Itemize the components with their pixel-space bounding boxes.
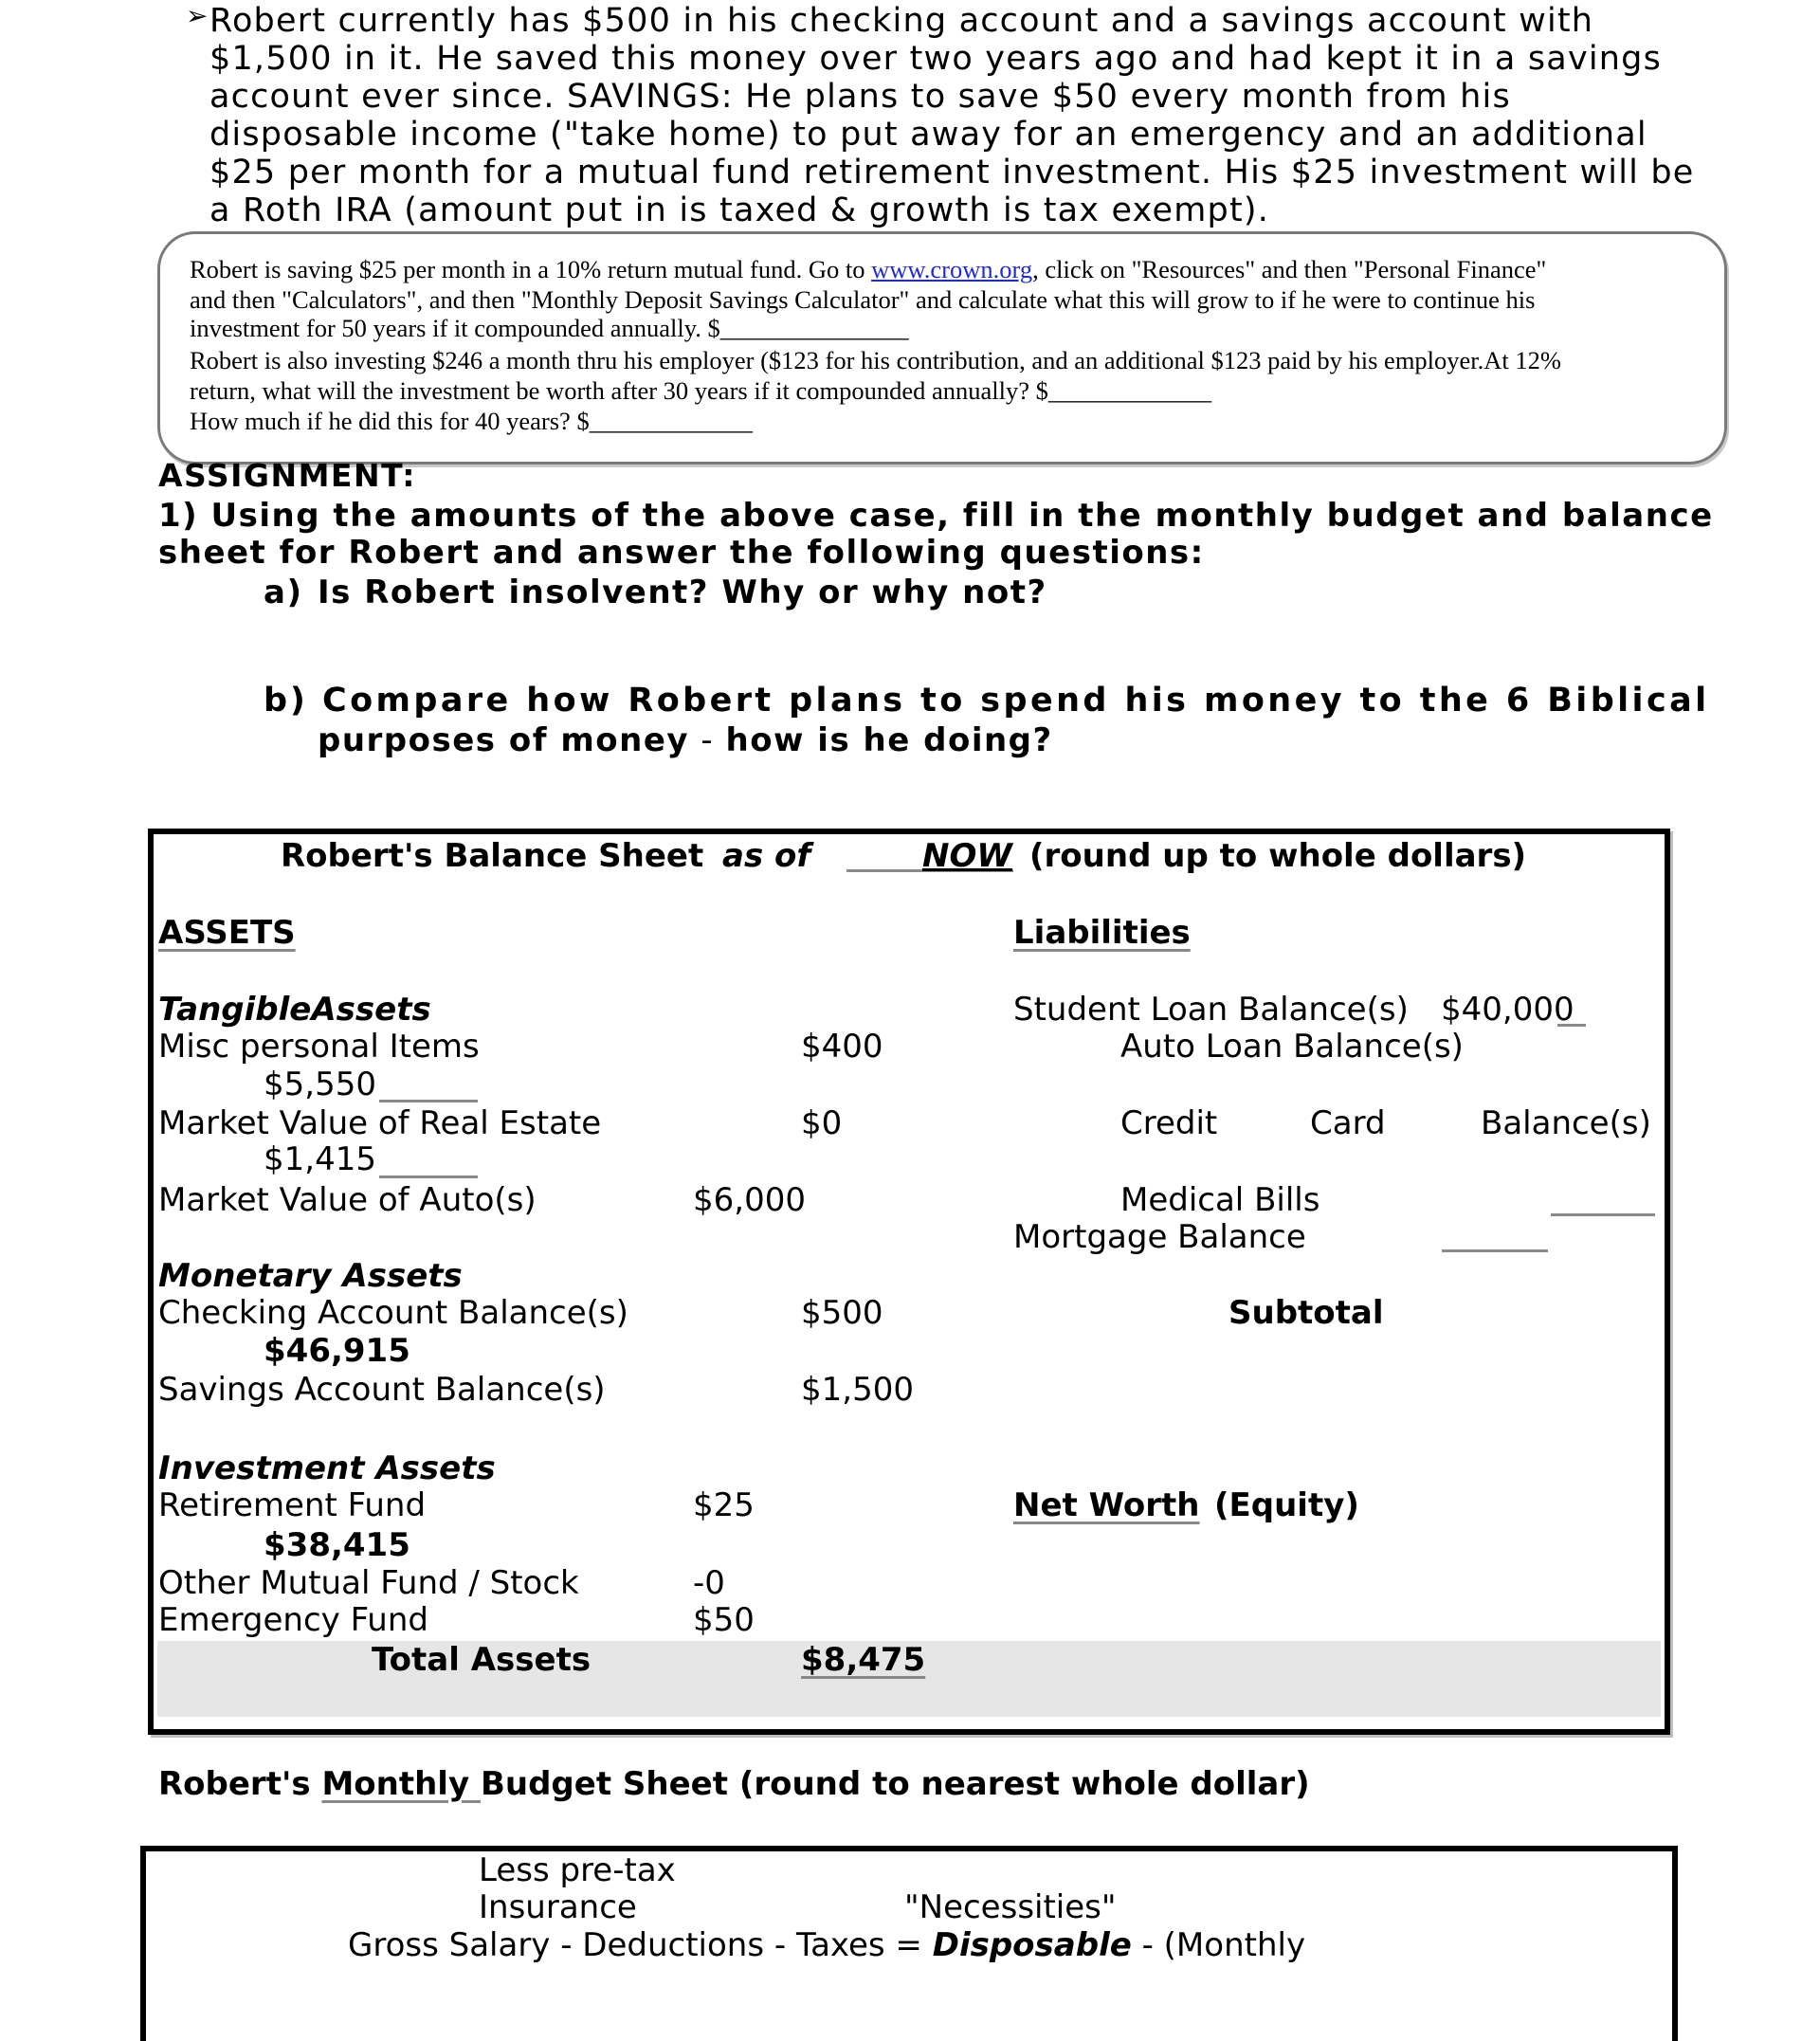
- crown-link[interactable]: www.crown.org: [871, 255, 1033, 283]
- intro-line: $25 per month for a mutual fund retirement investment. His $25 investment will be: [209, 154, 1695, 191]
- question-b-line2: [318, 721, 1053, 759]
- student-loan-value: $40,000: [1441, 991, 1574, 1029]
- question-b-text: purposes of money: [318, 721, 690, 759]
- less-pretax-label: Less pre-tax: [479, 1851, 676, 1889]
- box-line: return, what will the investment be worth after 30 years if it compounded annually? $_____________: [190, 376, 1212, 405]
- mortgage-blank: [1442, 1249, 1548, 1252]
- now-label: NOW: [922, 837, 1012, 875]
- credit-card-label-3: Balance(s): [1481, 1104, 1651, 1142]
- auto-loan-blank: [379, 1100, 478, 1103]
- box-line: and then "Calculators", and then "Monthly Deposit Savings Calculator" and calculate what this will grow to if he were to continue his: [190, 285, 1536, 314]
- total-assets-value: $8,475: [801, 1641, 926, 1679]
- budget-title-text: Budget Sheet (round to nearest whole dollar): [480, 1765, 1310, 1803]
- round-note: (round up to whole dollars): [1029, 837, 1527, 875]
- budget-title-text: Robert's: [158, 1765, 322, 1803]
- checking-label: Checking Account Balance(s): [158, 1294, 628, 1332]
- emergency-fund-value: $50: [693, 1601, 755, 1639]
- question-a-label: a): [264, 574, 303, 611]
- budget-formula-text: - (Monthly: [1131, 1926, 1306, 1964]
- disposable-label: Disposable: [932, 1926, 1132, 1964]
- box-line: investment for 50 years if it compounded annually. $_______________: [190, 314, 909, 342]
- savings-value: $1,500: [801, 1371, 914, 1409]
- student-loan-blank: [1557, 1024, 1586, 1027]
- total-assets-label: Total Assets: [372, 1641, 592, 1679]
- medical-bills-label: Medical Bills: [1120, 1181, 1320, 1219]
- medical-bills-blank: [1551, 1213, 1655, 1216]
- question-a: Is Robert insolvent? Why or why not?: [318, 574, 1047, 611]
- bullet-arrow-icon: ➢: [186, 0, 209, 31]
- budget-formula-text: Gross Salary - Deductions - Taxes =: [348, 1926, 933, 1964]
- assignment-question: 1) Using the amounts of the above case, fill in the monthly budget and balance: [158, 497, 1714, 535]
- subtotal-label: Subtotal: [1228, 1294, 1384, 1332]
- box-line: Robert is also investing $246 a month thru his employer ($123 for his contribution, and an additional $123 paid by his employer.At 12%: [190, 346, 1561, 374]
- question-b-text: how is he doing?: [725, 721, 1053, 759]
- assignment-title: ASSIGNMENT:: [158, 457, 416, 494]
- box-line: [190, 254, 1546, 284]
- investment-assets-heading: Investment Assets: [158, 1449, 496, 1487]
- budget-formula: [348, 1926, 1305, 1964]
- balance-sheet-title: Robert's Balance Sheet: [281, 837, 704, 875]
- liabilities-subtotal-value: $46,915: [264, 1332, 410, 1370]
- insurance-label: Insurance: [479, 1888, 637, 1926]
- intro-line: $1,500 in it. He saved this money over two years ago and had kept it in a savings: [209, 40, 1663, 78]
- net-worth-value: $38,415: [264, 1526, 410, 1564]
- emergency-fund-label: Emergency Fund: [158, 1601, 428, 1639]
- real-estate-value: $0: [801, 1104, 843, 1142]
- question-b-dash: -: [689, 721, 726, 759]
- auto-value-value: $6,000: [693, 1181, 806, 1219]
- auto-value-label: Market Value of Auto(s): [158, 1181, 537, 1219]
- intro-line: disposable income ("take home) to put away for an emergency and an additional: [209, 116, 1647, 154]
- budget-title: [158, 1765, 1310, 1803]
- credit-card-value: $1,415: [264, 1140, 376, 1178]
- credit-card-blank: [379, 1175, 478, 1178]
- student-loan-label: Student Loan Balance(s): [1013, 991, 1409, 1029]
- tangible-assets-heading: TangibleAssets: [158, 991, 431, 1029]
- question-b: Compare how Robert plans to spend his money to the 6 Biblical: [322, 682, 1710, 720]
- auto-loan-label: Auto Loan Balance(s): [1120, 1028, 1464, 1066]
- box-line-text: Robert is saving $25 per month in a 10% return mutual fund. Go to: [190, 255, 872, 283]
- question-b-label: b): [264, 682, 308, 720]
- assets-heading: ASSETS: [158, 914, 296, 952]
- retirement-label: Retirement Fund: [158, 1486, 427, 1524]
- credit-card-label-1: Credit: [1120, 1104, 1218, 1142]
- box-line: How much if he did this for 40 years? $_____________: [190, 407, 753, 435]
- box-line-text: , click on "Resources" and then "Personal Finance": [1032, 255, 1547, 283]
- intro-line: a Roth IRA (amount put in is taxed & growth is tax exempt).: [209, 191, 1270, 229]
- credit-card-label-2: Card: [1310, 1104, 1386, 1142]
- equity-label: (Equity): [1214, 1486, 1359, 1524]
- budget-title-monthly: Monthly: [321, 1765, 481, 1803]
- savings-label: Savings Account Balance(s): [158, 1371, 606, 1409]
- real-estate-label: Market Value of Real Estate: [158, 1104, 602, 1142]
- liabilities-heading: Liabilities: [1013, 914, 1191, 952]
- retirement-value: $25: [693, 1486, 755, 1524]
- misc-items-value: $400: [801, 1028, 883, 1066]
- monetary-assets-heading: Monetary Assets: [158, 1257, 463, 1295]
- as-of-label: as of: [722, 837, 811, 875]
- auto-loan-value: $5,550: [264, 1066, 376, 1103]
- assignment-question: sheet for Robert and answer the following questions:: [158, 534, 1205, 572]
- mutual-fund-label: Other Mutual Fund / Stock: [158, 1564, 579, 1602]
- intro-line: account ever since. SAVINGS: He plans to save $50 every month from his: [209, 78, 1511, 116]
- mortgage-label: Mortgage Balance: [1013, 1218, 1306, 1256]
- mutual-fund-value: -0: [693, 1564, 725, 1602]
- intro-line: Robert currently has $500 in his checking account and a savings account with: [209, 2, 1594, 40]
- necessities-label: "Necessities": [904, 1888, 1117, 1926]
- checking-value: $500: [801, 1294, 883, 1332]
- net-worth-label: Net Worth: [1013, 1486, 1200, 1524]
- misc-items-label: Misc personal Items: [158, 1028, 480, 1066]
